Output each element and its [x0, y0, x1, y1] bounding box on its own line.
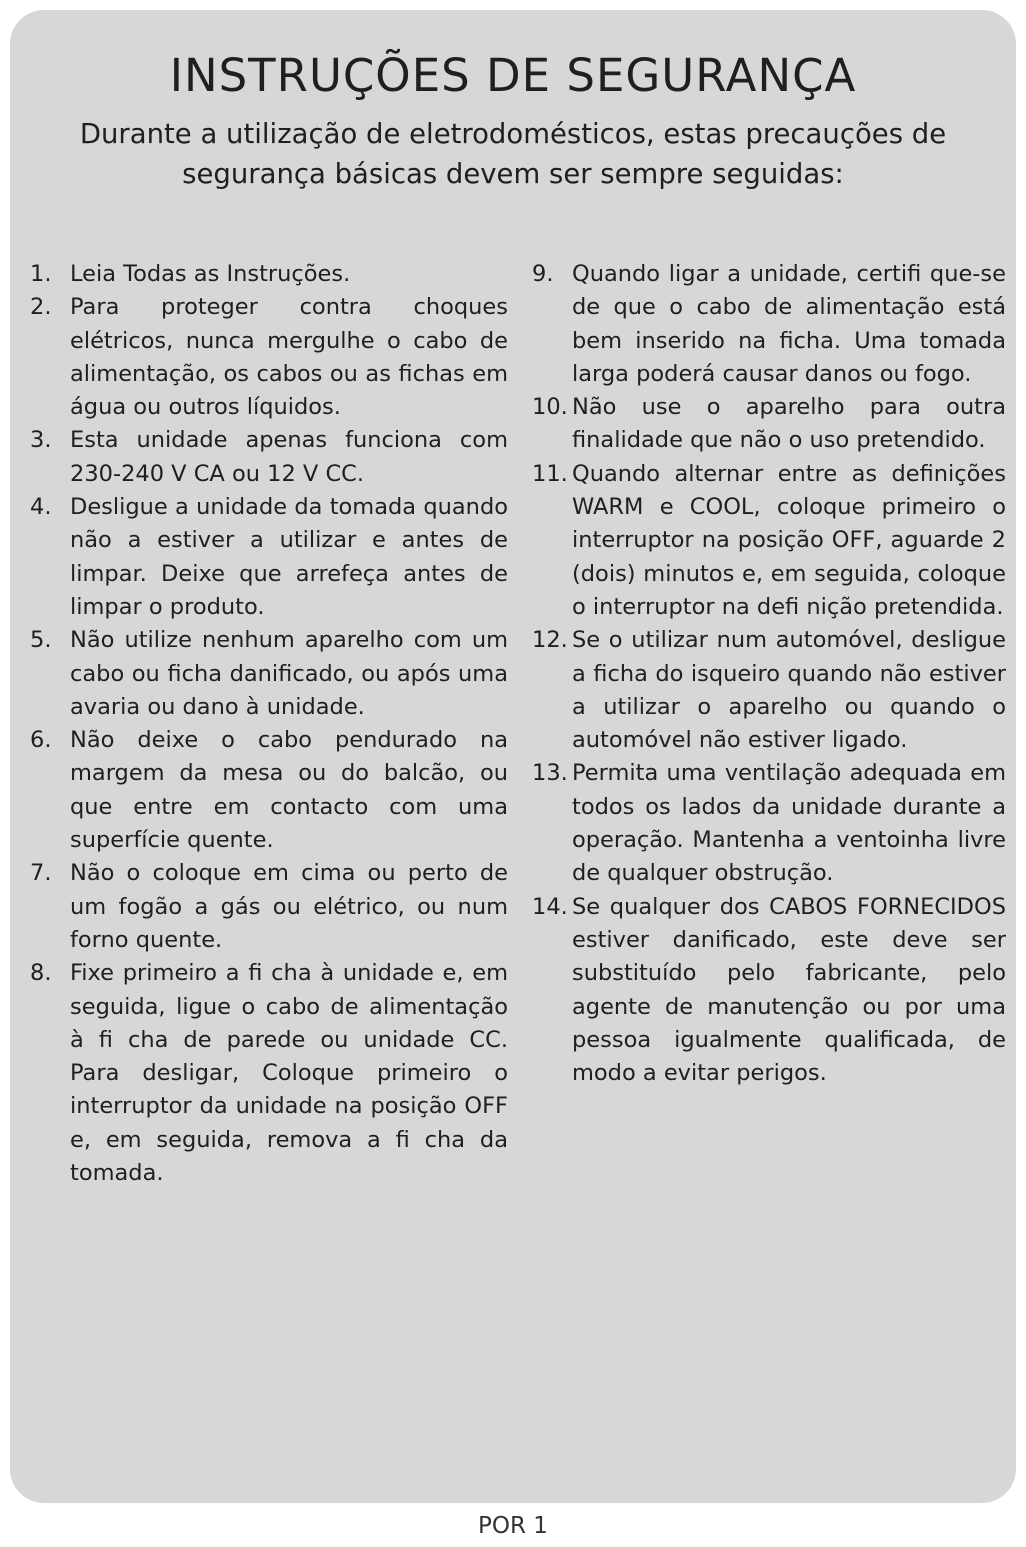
page-number: POR 1	[478, 1513, 548, 1539]
item-text: Não use o aparelho para outra finalidade que não o uso pretendido.	[572, 394, 1006, 454]
list-item	[532, 258, 1006, 391]
item-number: 10.	[532, 394, 568, 421]
list-item	[30, 258, 508, 291]
item-text: Não deixe o cabo pendurado na margem da mesa ou do balcão, ou que entre em contacto com uma superfície quente.	[70, 727, 508, 854]
list-item	[532, 891, 1006, 1091]
list-item	[30, 291, 508, 424]
item-number: 13.	[532, 760, 568, 787]
item-text: Esta unidade apenas funciona com 230-240 V CA ou 12 V CC.	[70, 427, 508, 487]
page-subtitle: Durante a utilização de eletrodomésticos, estas precauções de segurança básicas devem ser sempre seguidas:	[79, 118, 947, 190]
item-text: Não utilize nenhum aparelho com um cabo ou ficha danificado, ou após uma avaria ou dano à unidade.	[70, 627, 508, 720]
item-number: 7.	[30, 860, 52, 887]
instructions-list-left	[30, 258, 508, 1190]
item-number: 1.	[30, 261, 52, 287]
list-item	[30, 724, 508, 857]
item-text: Para proteger contra choques elétricos, nunca mergulhe o cabo de alimentação, os cabos ou as fichas em água ou outros líquidos.	[70, 294, 508, 421]
list-item	[30, 424, 508, 491]
list-item	[30, 957, 508, 1190]
item-text: Não o coloque em cima ou perto de um fogão a gás ou elétrico, ou num forno quente.	[70, 860, 508, 953]
list-item	[532, 391, 1006, 458]
item-number: 11.	[532, 460, 568, 487]
list-item	[30, 857, 508, 957]
list-item	[30, 624, 508, 724]
item-text: Permita uma ventilação adequada em todos os lados da unidade durante a operação. Mantenha a ventoinha livre de qualquer obstrução.	[572, 760, 1006, 887]
list-item	[532, 624, 1006, 757]
item-text: Desligue a unidade da tomada quando não a estiver a utilizar e antes de limpar. Deixe que arrefeça antes de limpar o produto.	[70, 494, 508, 620]
item-number: 9.	[532, 261, 554, 287]
item-number: 12.	[532, 627, 568, 654]
item-text: Leia Todas as Instruções.	[70, 261, 351, 287]
list-item	[532, 757, 1006, 890]
list-item	[30, 491, 508, 624]
item-number: 14.	[532, 893, 568, 920]
instructions-list-right	[532, 258, 1006, 1090]
item-number: 8.	[30, 960, 52, 987]
page-title: INSTRUÇÕES DE SEGURANÇA	[169, 49, 857, 102]
item-number: 5.	[30, 627, 52, 654]
item-text: Quando alternar entre as definições WARM e COOL, coloque primeiro o interruptor na posição OFF, aguarde 2 (dois) minutos e, em seguida, coloque o interruptor na defi nição pretendida.	[572, 460, 1006, 620]
item-number: 3.	[30, 427, 52, 454]
item-text: Se o utilizar num automóvel, desligue a ficha do isqueiro quando não estiver a utilizar o aparelho ou quando o automóvel não estiver ligado.	[572, 627, 1006, 754]
list-item	[532, 458, 1006, 624]
item-text: Se qualquer dos CABOS FORNECIDOS estiver danificado, este deve ser substituído pelo fabricante, pelo agente de manutenção ou por uma pessoa igualmente qualificada, de modo a evitar perigos.	[572, 893, 1006, 1087]
item-text: Fixe primeiro a fi cha à unidade e, em seguida, ligue o cabo de alimentação à fi cha de parede ou unidade CC. Para desligar, Coloque primeiro o interruptor da unidade na posição OFF e, em seguida, remova a fi cha da tomada.	[70, 960, 508, 1187]
item-number: 6.	[30, 727, 52, 754]
item-number: 2.	[30, 294, 52, 321]
item-number: 4.	[30, 494, 52, 521]
item-text: Quando ligar a unidade, certifi que-se de que o cabo de alimentação está bem inserido na ficha. Uma tomada larga poderá causar danos ou fogo.	[572, 261, 1006, 387]
